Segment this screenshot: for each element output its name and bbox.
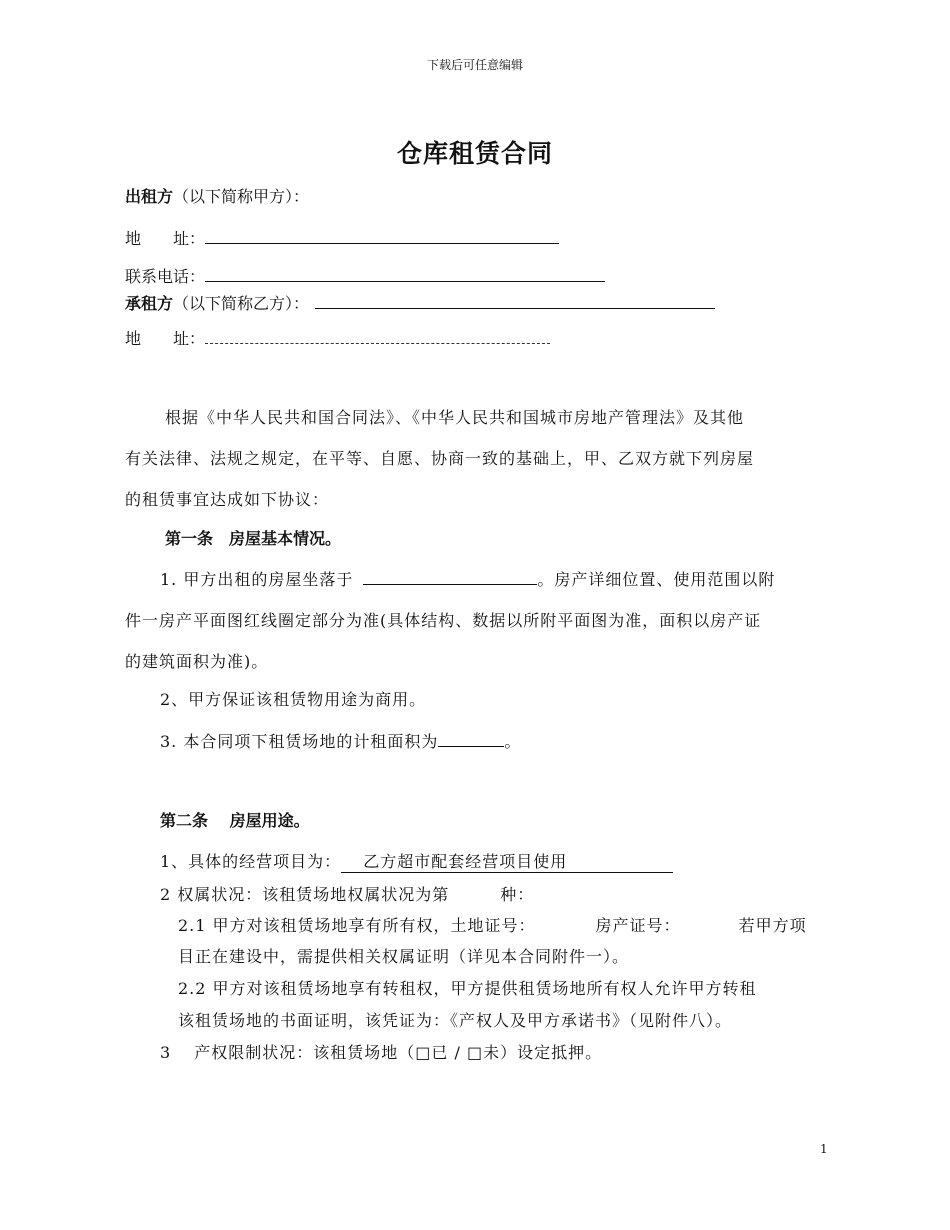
lessor-paren: （以下简称甲方）：	[173, 187, 310, 206]
phone-blank	[205, 265, 605, 282]
location-blank	[363, 568, 537, 585]
article-1-item-3	[160, 729, 521, 752]
lessee-paren: （以下简称乙方）：	[173, 294, 310, 313]
page-number: 1	[820, 1142, 828, 1156]
article-1-item-2: 2、甲方保证该租赁物用途为商用。	[160, 690, 427, 709]
preamble-line-3: 的租赁事宜达成如下协议：	[125, 490, 330, 509]
document-title: 仓库租赁合同	[396, 139, 553, 168]
page-header: 下载后可任意编辑	[426, 58, 523, 72]
under-construction-label: 若甲方项	[738, 916, 807, 935]
article-2-item-1	[160, 849, 673, 873]
area-blank	[438, 730, 504, 747]
preamble	[125, 397, 825, 520]
lessee-blank	[315, 292, 715, 309]
article-2-item-2-1-line-2: 目正在建设中，需提供相关权属证明（详见本合同附件一）。	[178, 947, 630, 966]
lessor-line	[125, 184, 309, 207]
lessor-label: 出租方	[125, 187, 174, 206]
location-post: 。房产详细位置、使用范围以附	[537, 570, 776, 589]
business-label: 1、具体的经营项目为：	[160, 852, 342, 871]
article-2-item-2-1-line-1	[178, 913, 807, 936]
article-1-item-1	[125, 559, 825, 682]
article-2-item-2-2-line-2: 该租赁场地的书面证明，该凭证为：《产权人及甲方承诺书》（见附件八）。	[178, 1011, 733, 1030]
article-1-item-1-line-2: 件一房产平面图红线圈定部分为准(具体结构、数据以所附平面图为准，面积以房产证	[125, 611, 762, 630]
property-cert-label: 房产证号：	[595, 916, 681, 935]
article-2-item-2: 2 权属状况：该租赁场地权属状况为第 种：	[160, 885, 535, 904]
phone-label: 联系电话：	[125, 267, 206, 286]
lessor-address-line	[125, 226, 559, 249]
lessor-address-label: 地 址：	[125, 229, 206, 248]
lessee-address-blank	[205, 329, 550, 344]
area-label: 3. 本合同项下租赁场地的计租面积为	[160, 732, 439, 751]
location-label: 1. 甲方出租的房屋坐落于	[160, 570, 354, 589]
article-2-item-2-2-line-1: 2.2 甲方对该租赁场地享有转租权，甲方提供租赁场地所有权人允许甲方转租	[178, 979, 757, 998]
preamble-line-1: 根据《中华人民共和国合同法》、《中华人民共和国城市房地产管理法》及其他	[165, 408, 745, 427]
land-cert-label: 2.1 甲方对该租赁场地享有所有权，土地证号：	[178, 916, 536, 935]
article-2-item-3: 3 产权限制状况：该租赁场地（□已 / □未）设定抵押。	[160, 1043, 603, 1062]
preamble-line-2: 有关法律、法规之规定，在平等、自愿、协商一致的基础上，甲、乙双方就下列房屋	[125, 449, 755, 468]
article-2-heading: 第二条 房屋用途。	[160, 811, 310, 830]
article-1-item-1-line-1	[125, 559, 825, 600]
lessor-address-blank	[205, 227, 559, 244]
article-1-item-1-line-3: 的建筑面积为准)。	[125, 652, 269, 671]
lessee-label: 承租方	[125, 294, 174, 313]
area-post: 。	[504, 732, 522, 751]
business-value: 乙方超市配套经营项目使用	[341, 849, 673, 873]
article-1-heading: 第一条 房屋基本情况。	[165, 529, 342, 548]
lessee-address-line	[125, 326, 550, 349]
phone-line	[125, 264, 605, 287]
lessee-address-label: 地 址：	[125, 329, 206, 348]
lessee-line	[125, 291, 715, 314]
